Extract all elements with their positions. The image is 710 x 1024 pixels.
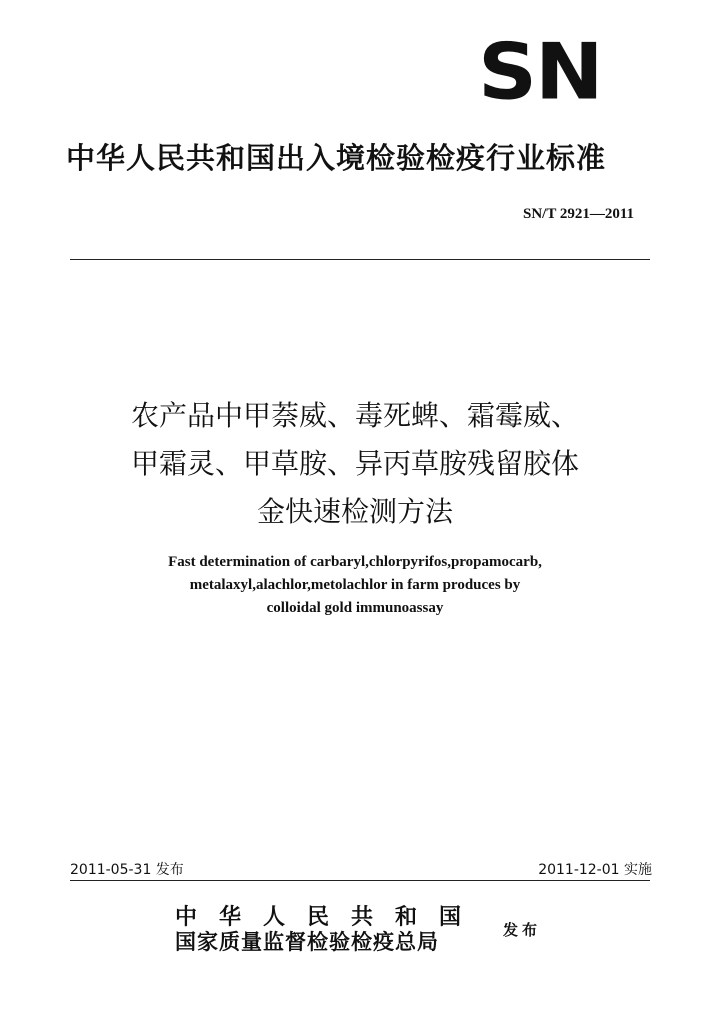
issuer-agency: 国家质量监督检验检疫总局: [175, 929, 439, 954]
chinese-title-line-2: 甲霜灵、甲草胺、异丙草胺残留胶体: [130, 447, 579, 480]
industry-standard-title: 中华人民共和国出入境检验检疫行业标准: [66, 141, 607, 175]
bottom-divider: [70, 880, 650, 881]
sn-logo: SN: [478, 27, 602, 118]
chinese-title-line-1: 农产品中甲萘威、毒死蜱、霜霉威、: [130, 399, 579, 432]
english-title: [0, 551, 710, 620]
english-title-line-3: colloidal gold immunoassay: [266, 600, 444, 616]
chinese-title-line-3: 金快速检测方法: [256, 495, 453, 528]
chinese-title: [0, 392, 710, 536]
issuing-authority: [175, 905, 483, 955]
english-title-line-2: metalaxyl,alachlor,metolachlor in farm produces by: [189, 577, 521, 593]
english-title-line-1: Fast determination of carbaryl,chlorpyrifos,propamocarb,: [168, 554, 542, 570]
issuer-country: 中华人民共和国: [175, 904, 484, 930]
top-divider: [70, 259, 650, 260]
publish-label: 发布: [503, 921, 542, 939]
implementation-date: 2011-12-01 实施: [538, 862, 652, 878]
issue-date: 2011-05-31 发布: [70, 862, 184, 878]
standard-code: SN/T 2921—2011: [523, 206, 634, 222]
